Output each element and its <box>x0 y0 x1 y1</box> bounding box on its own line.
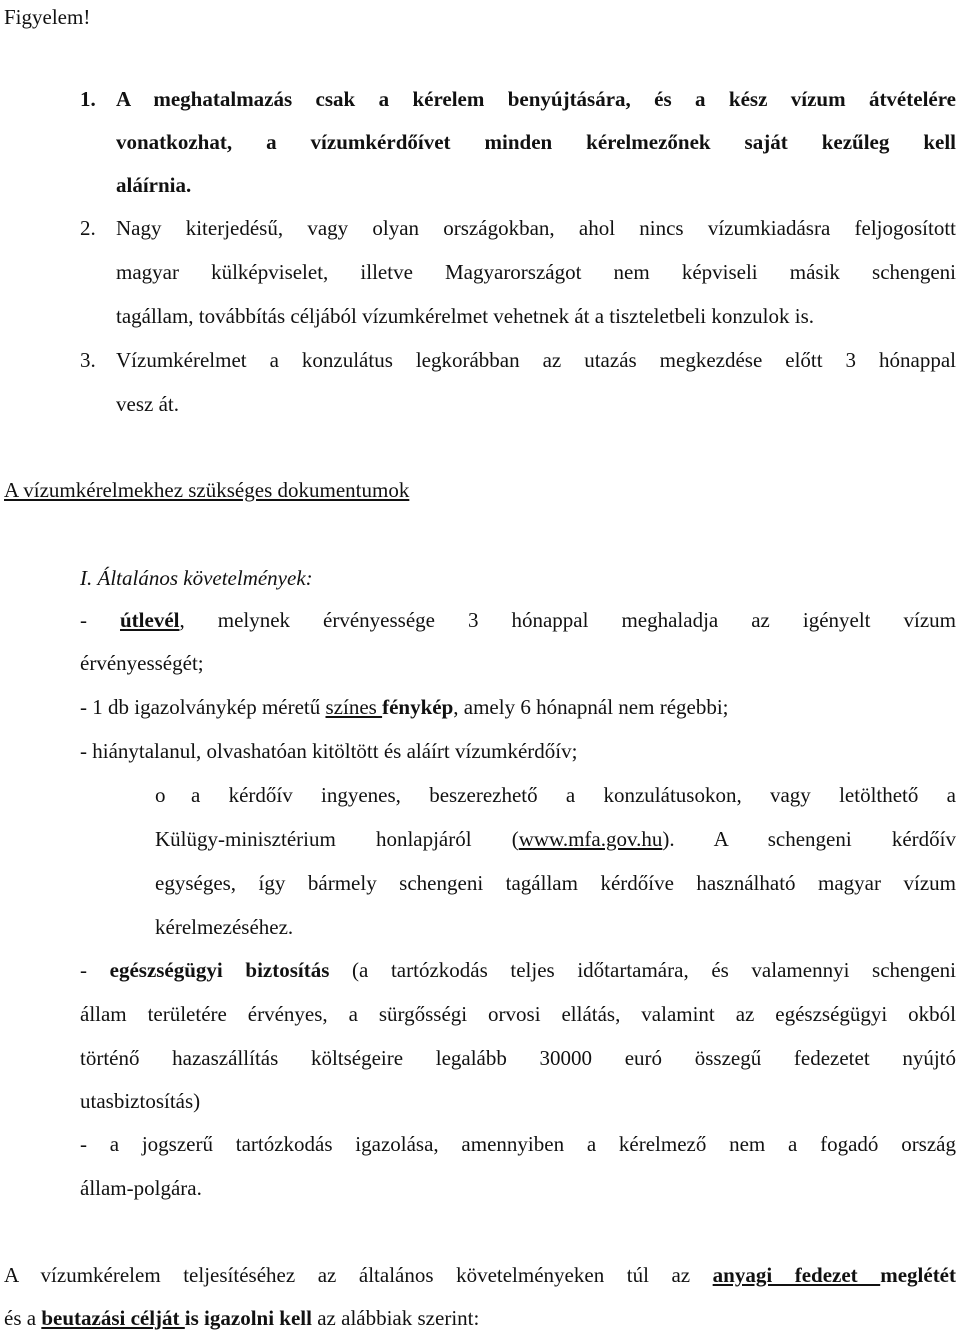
bullet-line: kérelmezéséhez. <box>155 915 294 939</box>
bullet-text: ). A schengeni kérdőív <box>662 827 956 851</box>
closing-text: az alábbiak szerint: <box>311 1306 480 1330</box>
passport-text: , melynek érvényessége 3 hónappal meghaladja az igényelt vízum <box>179 608 956 632</box>
requirement-line: állam-polgára. <box>80 1176 202 1200</box>
note-line: Vízumkérelmet a konzulátus legkorábban az utazás megkezdése előtt 3 hónappal <box>116 348 956 372</box>
closing-keyword: meglétét <box>880 1263 956 1287</box>
requirement-line: érvényességét; <box>80 651 204 675</box>
requirement-line: történő hazaszállítás költségeire legalább 30000 euró összegű fedezetet nyújtó <box>80 1046 956 1070</box>
photo-post: , amely 6 hónapnál nem régebbi; <box>453 695 729 719</box>
closing-text: A vízumkérelem teljesítéséhez az általános követelményeken túl az <box>4 1263 713 1287</box>
note-line: vesz át. <box>116 392 179 416</box>
closing-line <box>4 1305 479 1331</box>
requirement-line <box>80 957 956 983</box>
insurance-keyword: egészségügyi biztosítás <box>109 958 330 982</box>
dash: - <box>80 608 87 632</box>
note-line: aláírnia. <box>116 173 192 197</box>
insurance-text: (a tartózkodás teljes időtartamára, és valamennyi schengeni <box>329 958 956 982</box>
requirement-line: utasbiztosítás) <box>80 1089 201 1113</box>
requirement-form: - hiánytalanul, olvashatóan kitöltött és aláírt vízumkérdőív; <box>80 739 578 763</box>
page-header: Figyelem! <box>4 5 91 29</box>
note-line: vonatkozhat, a vízumkérdőívet minden kérelmezőnek saját kezűleg kell <box>116 130 956 154</box>
bullet-line: a kérdőív ingyenes, beszerezhető a konzulátusokon, vagy letölthető a <box>191 783 956 807</box>
closing-text: és a <box>4 1306 42 1330</box>
note-line: A meghatalmazás csak a kérelem benyújtására, és a kész vízum átvételére <box>116 87 956 111</box>
note-number: 2. <box>80 216 96 240</box>
bullet-line <box>155 826 956 852</box>
requirement-line <box>80 607 956 633</box>
passport-keyword: útlevél <box>120 608 180 632</box>
bullet-marker: o <box>155 783 166 807</box>
bullet-text: Külügy-minisztérium honlapjáról ( <box>155 827 519 851</box>
note-number: 1. <box>80 87 96 111</box>
photo-pre: - 1 db igazolványkép méretű <box>80 695 326 719</box>
note-line: tagállam, továbbítás céljából vízumkérelmet vehetnek át a tiszteletbeli konzulok is. <box>116 304 815 328</box>
photo-keyword: fénykép <box>382 695 454 719</box>
requirement-line: állam területére érvényes, a sürgősségi orvosi ellátás, valamint az egészségügyi okból <box>80 1002 956 1026</box>
note-line: magyar külképviselet, illetve Magyarországot nem képviseli másik schengeni <box>116 260 956 284</box>
dash: - <box>80 958 110 982</box>
closing-keyword: is igazolni kell <box>184 1306 312 1330</box>
website-link[interactable]: www.mfa.gov.hu <box>518 827 663 851</box>
note-number: 3. <box>80 348 96 372</box>
closing-line <box>4 1262 956 1288</box>
photo-underlined: színes <box>325 695 383 719</box>
requirement-line: - a jogszerű tartózkodás igazolása, amennyiben a kérelmező nem a fogadó ország <box>80 1132 956 1156</box>
subsection-title: I. Általános követelmények: <box>80 566 313 590</box>
section-title: A vízumkérelmekhez szükséges dokumentumok <box>4 478 410 502</box>
requirement-photo <box>80 694 729 720</box>
note-line: Nagy kiterjedésű, vagy olyan országokban, ahol nincs vízumkiadásra feljogosított <box>116 216 956 240</box>
closing-keyword: anyagi fedezet <box>712 1263 881 1287</box>
closing-keyword: beutazási célját <box>41 1306 185 1330</box>
bullet-line: egységes, így bármely schengeni tagállam kérdőíve használható magyar vízum <box>155 871 956 895</box>
